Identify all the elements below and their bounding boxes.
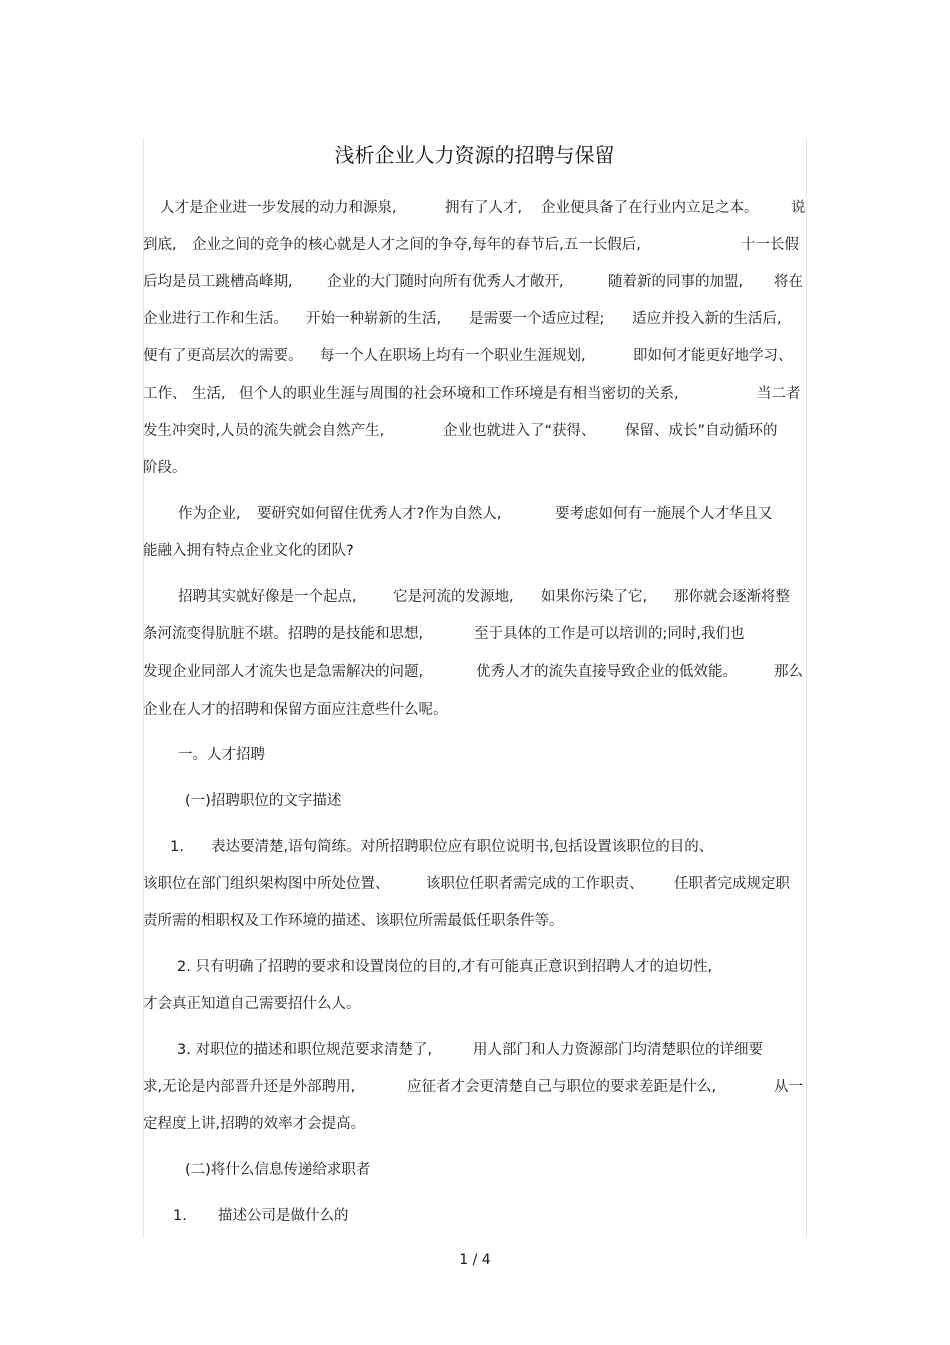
text-segment: 工作、 — [143, 386, 187, 402]
text-segment: 生活, — [192, 386, 226, 402]
text-segment: (二)将什么信息传递给求职者 — [185, 1162, 371, 1178]
text-segment: 要考虑如何有一施展个人才华且又 — [555, 506, 773, 522]
text-segment: 即如何才能更好地学习、 — [633, 348, 793, 364]
text-segment: 企业也就进入了“获得、 — [443, 423, 596, 439]
text-segment: 企业之间的竞争的核心就是人才之间的争夺,每年的春节后,五一长假后, — [192, 237, 641, 253]
text-segment: 3. 对职位的描述和职位规范要求清楚了, — [177, 1042, 433, 1058]
text-segment: 从一 — [774, 1079, 803, 1095]
text-segment: 1. — [173, 1208, 187, 1224]
text-segment: 十一长假 — [741, 237, 799, 253]
text-segment: 企业进行工作和生活。 — [143, 311, 288, 327]
text-segment: 适应并投入新的生活后, — [632, 311, 782, 327]
text-segment: 条河流变得肮脏不堪。招聘的是技能和思想, — [143, 626, 424, 642]
text-segment: 求,无论是内部晋升还是外部聘用, — [143, 1079, 356, 1095]
page-number: 1 / 4 — [459, 1252, 491, 1268]
text-segment: 发生冲突时,人员的流失就会自然产生, — [143, 423, 385, 439]
page-frame-right — [806, 138, 807, 1238]
text-segment: 人才是企业进一步发展的动力和源泉, — [160, 200, 397, 216]
text-segment: 那你就会逐渐将整 — [674, 589, 790, 605]
text-segment: 一。人才招聘 — [178, 747, 265, 763]
text-segment: 但个人的职业生涯与周围的社会环境和工作环境是有相当密切的关系, — [239, 386, 679, 402]
text-segment: 招聘其实就好像是一个起点, — [178, 589, 357, 605]
text-segment: 企业在人才的招聘和保留方面应注意些什么呢。 — [143, 702, 448, 718]
text-segment: 能融入拥有特点企业文化的团队? — [143, 543, 354, 559]
text-segment: 至于具体的工作是可以培训的;同时,我们也 — [474, 626, 745, 642]
text-segment: 随着新的同事的加盟, — [608, 274, 744, 290]
text-segment: 企业的大门随时向所有优秀人才敞开, — [327, 274, 564, 290]
text-segment: 用人部门和人力资源部门均清楚职位的详细要 — [473, 1042, 763, 1058]
text-segment: 保留、成长”自动循环的 — [625, 423, 778, 439]
text-segment: 它是河流的发源地, — [393, 589, 514, 605]
text-segment: 每一个人在职场上均有一个职业生涯规划, — [320, 348, 586, 364]
text-segment: 便有了更高层次的需要。 — [143, 348, 303, 364]
text-segment: 当二者 — [757, 386, 801, 402]
text-segment: 定程度上讲,招聘的效率才会提高。 — [143, 1116, 366, 1132]
text-segment: 那么 — [774, 664, 803, 680]
text-segment: 拥有了人才, — [445, 200, 523, 216]
text-segment: (一)招聘职位的文字描述 — [185, 793, 342, 809]
text-segment: 将在 — [774, 274, 803, 290]
text-segment: 描述公司是做什么的 — [218, 1208, 349, 1224]
text-segment: 要研究如何留住优秀人才?作为自然人, — [257, 506, 502, 522]
text-segment: 优秀人才的流失直接导致企业的低效能。 — [476, 664, 737, 680]
text-segment: 到底, — [143, 237, 177, 253]
text-segment: 说 — [791, 200, 806, 216]
text-segment: 1. — [170, 839, 184, 855]
document-title: 浅析企业人力资源的招聘与保留 — [334, 143, 615, 167]
text-segment: 是需要一个适应过程; — [469, 311, 605, 327]
text-segment: 作为企业, — [178, 506, 241, 522]
text-segment: 如果你污染了它, — [541, 589, 648, 605]
text-segment: 开始一种崭新的生活, — [306, 311, 442, 327]
text-segment: 责所需的相职权及工作环境的描述、该职位所需最低任职条件等。 — [143, 913, 564, 929]
text-segment: 发现企业同部人才流失也是急需解决的问题, — [143, 664, 424, 680]
text-segment: 才会真正知道自己需要招什么人。 — [143, 996, 361, 1012]
text-segment: 阶段。 — [143, 460, 187, 476]
text-segment: 应征者才会更清楚自己与职位的要求差距是什么, — [407, 1079, 717, 1095]
text-segment: 任职者完成规定职 — [674, 876, 790, 892]
text-segment: 2. 只有明确了招聘的要求和设置岗位的目的,才有可能真正意识到招聘人才的迫切性, — [177, 959, 713, 975]
page-frame-left — [143, 138, 144, 1238]
text-segment: 该职位任职者需完成的工作职责、 — [426, 876, 644, 892]
text-segment: 后均是员工跳槽高峰期, — [143, 274, 293, 290]
text-segment: 该职位在部门组织架构图中所处位置、 — [143, 876, 390, 892]
text-segment: 表达要清楚,语句简练。对所招聘职位应有职位说明书,包括设置该职位的目的、 — [211, 839, 714, 855]
text-segment: 企业便具备了在行业内立足之本。 — [541, 200, 759, 216]
